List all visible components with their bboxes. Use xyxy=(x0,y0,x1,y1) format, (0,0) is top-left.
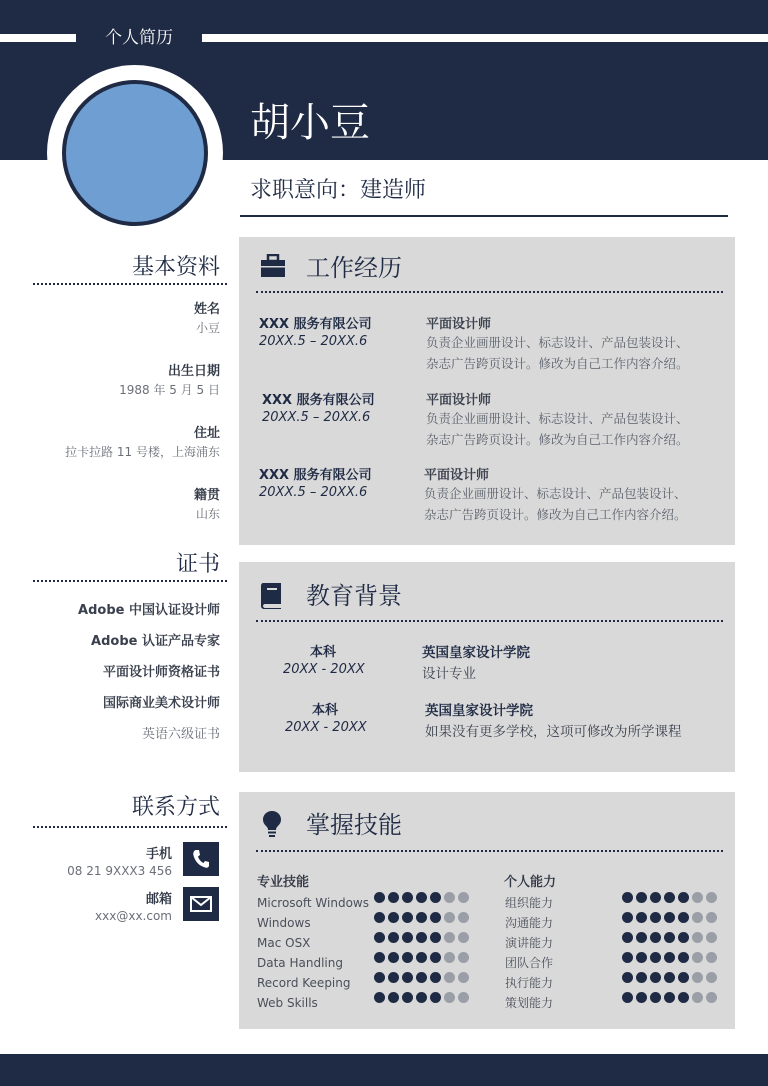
rating-dot-empty xyxy=(458,992,469,1003)
rating-dot-empty xyxy=(444,972,455,983)
rating-dot-filled xyxy=(636,892,647,903)
rating-dot-filled xyxy=(416,992,427,1003)
certificates-heading: 证书 xyxy=(175,552,220,577)
skill-name: Microsoft Windows xyxy=(257,896,369,910)
rating-dot-empty xyxy=(444,892,455,903)
rating-dot-filled xyxy=(622,932,633,943)
email-value: xxx@xx.com xyxy=(95,909,172,923)
rating-dot-filled xyxy=(650,992,661,1003)
rating-dot-filled xyxy=(636,912,647,923)
rating-dot-empty xyxy=(706,932,717,943)
rating-dot-filled xyxy=(636,972,647,983)
skill-rating xyxy=(622,967,717,987)
skills-heading: 掌握技能 xyxy=(306,811,402,839)
rating-dot-filled xyxy=(622,912,633,923)
skill-name: 策划能力 xyxy=(505,996,554,1010)
rating-dot-filled xyxy=(416,912,427,923)
rating-dot-filled xyxy=(388,992,399,1003)
skill-name: 执行能力 xyxy=(505,976,554,990)
phone-value: 08 21 9XXX3 456 xyxy=(67,864,172,878)
skill-rating xyxy=(374,947,469,967)
candidate-name: 胡小豆 xyxy=(250,100,370,146)
certificate-item: Adobe 中国认证设计师 xyxy=(78,603,220,618)
rating-dot-filled xyxy=(374,932,385,943)
rating-dot-empty xyxy=(458,952,469,963)
rating-dot-empty xyxy=(444,912,455,923)
rating-dot-filled xyxy=(402,932,413,943)
education-dates: 20XX - 20XX xyxy=(285,720,367,735)
rating-dot-empty xyxy=(444,992,455,1003)
professional-skill-list xyxy=(257,893,369,1013)
skill-rating xyxy=(374,987,469,1007)
address-label: 住址 xyxy=(193,426,220,441)
job-company: XXX 服务有限公司 xyxy=(259,317,372,332)
rating-dot-filled xyxy=(664,912,675,923)
rating-dot-filled xyxy=(664,972,675,983)
rating-dot-empty xyxy=(692,972,703,983)
education-degree: 本科 xyxy=(311,703,338,718)
rating-dot-filled xyxy=(388,952,399,963)
address-value: 拉卡拉路 11 号楼，上海浦东 xyxy=(65,445,220,459)
skill-name: Mac OSX xyxy=(257,936,311,950)
rating-dot-filled xyxy=(388,892,399,903)
job-dates: 20XX.5 – 20XX.6 xyxy=(259,334,368,349)
rating-dot-filled xyxy=(678,952,689,963)
rating-dot-filled xyxy=(374,892,385,903)
rating-dot-filled xyxy=(622,972,633,983)
rating-dot-empty xyxy=(444,952,455,963)
rating-dot-empty xyxy=(458,932,469,943)
skill-rating xyxy=(622,987,717,1007)
skill-name: Record Keeping xyxy=(257,976,351,990)
mail-icon-box xyxy=(183,887,219,921)
professional-skill-ratings xyxy=(374,887,469,1007)
rating-dot-filled xyxy=(430,892,441,903)
education-degree: 本科 xyxy=(309,645,336,660)
rating-dot-filled xyxy=(402,972,413,983)
basic-info-heading: 基本资料 xyxy=(131,255,220,280)
skill-rating xyxy=(374,927,469,947)
skill-name: Data Handling xyxy=(257,956,343,970)
job-company: XXX 服务有限公司 xyxy=(262,393,375,408)
rating-dot-filled xyxy=(664,892,675,903)
rating-dot-filled xyxy=(636,992,647,1003)
rating-dot-filled xyxy=(388,932,399,943)
professional-skills-heading: 专业技能 xyxy=(257,875,310,890)
education-dates: 20XX - 20XX xyxy=(283,662,365,677)
rating-dot-filled xyxy=(678,932,689,943)
job-intent: 求职意向：建造师 xyxy=(250,178,427,203)
rating-dot-filled xyxy=(678,972,689,983)
rating-dot-filled xyxy=(664,992,675,1003)
job-role: 平面设计师 xyxy=(424,468,490,483)
work-divider xyxy=(256,291,723,293)
phone-icon xyxy=(192,849,210,869)
rating-dot-filled xyxy=(402,952,413,963)
rating-dot-filled xyxy=(374,972,385,983)
skill-name: Web Skills xyxy=(257,996,318,1010)
rating-dot-filled xyxy=(374,912,385,923)
work-experience-heading: 工作经历 xyxy=(306,254,402,282)
rating-dot-empty xyxy=(444,932,455,943)
rating-dot-filled xyxy=(416,892,427,903)
birthdate-value: 1988 年 5 月 5 日 xyxy=(119,383,220,397)
header-rule-left xyxy=(0,34,76,42)
job-company: XXX 服务有限公司 xyxy=(259,468,372,483)
skill-rating xyxy=(622,887,717,907)
rating-dot-filled xyxy=(402,992,413,1003)
certificates-divider xyxy=(33,580,227,582)
job-description: 负责企业画册设计、标志设计、产品包装设计、 杂志广告跨页设计。修改为自己工作内容介绍。 xyxy=(426,335,689,371)
rating-dot-filled xyxy=(374,992,385,1003)
personal-ability-list xyxy=(505,893,553,1013)
rating-dot-filled xyxy=(650,972,661,983)
intent-divider xyxy=(240,215,728,217)
skill-rating xyxy=(622,927,717,947)
rating-dot-filled xyxy=(650,932,661,943)
skills-divider xyxy=(256,850,723,852)
rating-dot-empty xyxy=(692,992,703,1003)
rating-dot-filled xyxy=(430,972,441,983)
job-description: 负责企业画册设计、标志设计、产品包装设计、 杂志广告跨页设计。修改为自己工作内容介绍。 xyxy=(426,411,689,447)
certificate-item: 英语六级证书 xyxy=(141,727,220,742)
basic-info-divider xyxy=(33,283,227,285)
job-dates: 20XX.5 – 20XX.6 xyxy=(259,485,368,500)
skill-name: Windows xyxy=(257,916,311,930)
rating-dot-empty xyxy=(692,932,703,943)
rating-dot-filled xyxy=(636,932,647,943)
phone-icon-box xyxy=(183,842,219,876)
rating-dot-empty xyxy=(458,972,469,983)
book-icon xyxy=(260,582,284,614)
rating-dot-filled xyxy=(650,892,661,903)
rating-dot-filled xyxy=(416,932,427,943)
rating-dot-filled xyxy=(430,912,441,923)
job-role: 平面设计师 xyxy=(426,317,492,332)
rating-dot-filled xyxy=(416,972,427,983)
name-value: 小豆 xyxy=(195,321,220,335)
education-school: 英国皇家设计学院 xyxy=(422,645,530,661)
rating-dot-empty xyxy=(706,972,717,983)
birthdate-label: 出生日期 xyxy=(167,364,220,379)
certificate-item: Adobe 认证产品专家 xyxy=(91,634,220,649)
rating-dot-filled xyxy=(664,932,675,943)
mail-icon xyxy=(190,896,212,912)
job-description: 负责企业画册设计、标志设计、产品包装设计、 杂志广告跨页设计。修改为自己工作内容介绍。 xyxy=(424,486,687,522)
rating-dot-filled xyxy=(678,892,689,903)
rating-dot-filled xyxy=(678,912,689,923)
rating-dot-filled xyxy=(402,892,413,903)
rating-dot-empty xyxy=(706,952,717,963)
education-school: 英国皇家设计学院 xyxy=(425,703,533,719)
resume-label: 个人简历 xyxy=(105,28,173,48)
rating-dot-filled xyxy=(622,892,633,903)
education-heading: 教育背景 xyxy=(306,582,402,610)
contact-heading: 联系方式 xyxy=(131,795,220,820)
rating-dot-filled xyxy=(430,932,441,943)
skill-name: 团队合作 xyxy=(505,956,554,970)
skill-rating xyxy=(622,947,717,967)
rating-dot-empty xyxy=(458,912,469,923)
briefcase-icon xyxy=(260,254,286,282)
rating-dot-filled xyxy=(374,952,385,963)
hometown-label: 籍贯 xyxy=(193,488,220,503)
header-rule-right xyxy=(202,34,768,42)
personal-abilities-heading: 个人能力 xyxy=(504,875,557,890)
certificate-item: 平面设计师资格证书 xyxy=(102,665,220,680)
rating-dot-filled xyxy=(678,992,689,1003)
rating-dot-filled xyxy=(388,912,399,923)
phone-label: 手机 xyxy=(145,847,172,862)
education-divider xyxy=(256,620,723,622)
rating-dot-empty xyxy=(692,912,703,923)
rating-dot-empty xyxy=(692,952,703,963)
skill-name: 演讲能力 xyxy=(505,936,554,950)
email-label: 邮箱 xyxy=(145,892,172,907)
rating-dot-filled xyxy=(402,912,413,923)
rating-dot-empty xyxy=(692,892,703,903)
contact-divider xyxy=(33,826,227,828)
education-major: 设计专业 xyxy=(422,666,476,682)
rating-dot-filled xyxy=(416,952,427,963)
rating-dot-empty xyxy=(706,912,717,923)
skill-rating xyxy=(374,907,469,927)
education-major: 如果没有更多学校，这项可修改为所学课程 xyxy=(425,724,682,740)
rating-dot-filled xyxy=(650,952,661,963)
rating-dot-filled xyxy=(664,952,675,963)
rating-dot-filled xyxy=(388,972,399,983)
job-dates: 20XX.5 – 20XX.6 xyxy=(262,410,371,425)
lightbulb-icon xyxy=(262,810,282,842)
rating-dot-filled xyxy=(430,952,441,963)
rating-dot-filled xyxy=(636,952,647,963)
certificate-item: 国际商业美术设计师 xyxy=(102,696,220,711)
skill-rating xyxy=(622,907,717,927)
rating-dot-filled xyxy=(430,992,441,1003)
rating-dot-filled xyxy=(622,992,633,1003)
rating-dot-empty xyxy=(706,892,717,903)
name-label: 姓名 xyxy=(193,302,220,317)
rating-dot-empty xyxy=(706,992,717,1003)
personal-ability-ratings xyxy=(622,887,717,1007)
rating-dot-filled xyxy=(622,952,633,963)
skill-rating xyxy=(374,967,469,987)
hometown-value: 山东 xyxy=(195,507,220,521)
rating-dot-filled xyxy=(650,912,661,923)
job-role: 平面设计师 xyxy=(426,393,492,408)
avatar xyxy=(62,80,208,226)
skill-name: 组织能力 xyxy=(505,896,554,910)
skill-rating xyxy=(374,887,469,907)
rating-dot-empty xyxy=(458,892,469,903)
skill-name: 沟通能力 xyxy=(505,916,554,930)
footer-band xyxy=(0,1054,768,1086)
